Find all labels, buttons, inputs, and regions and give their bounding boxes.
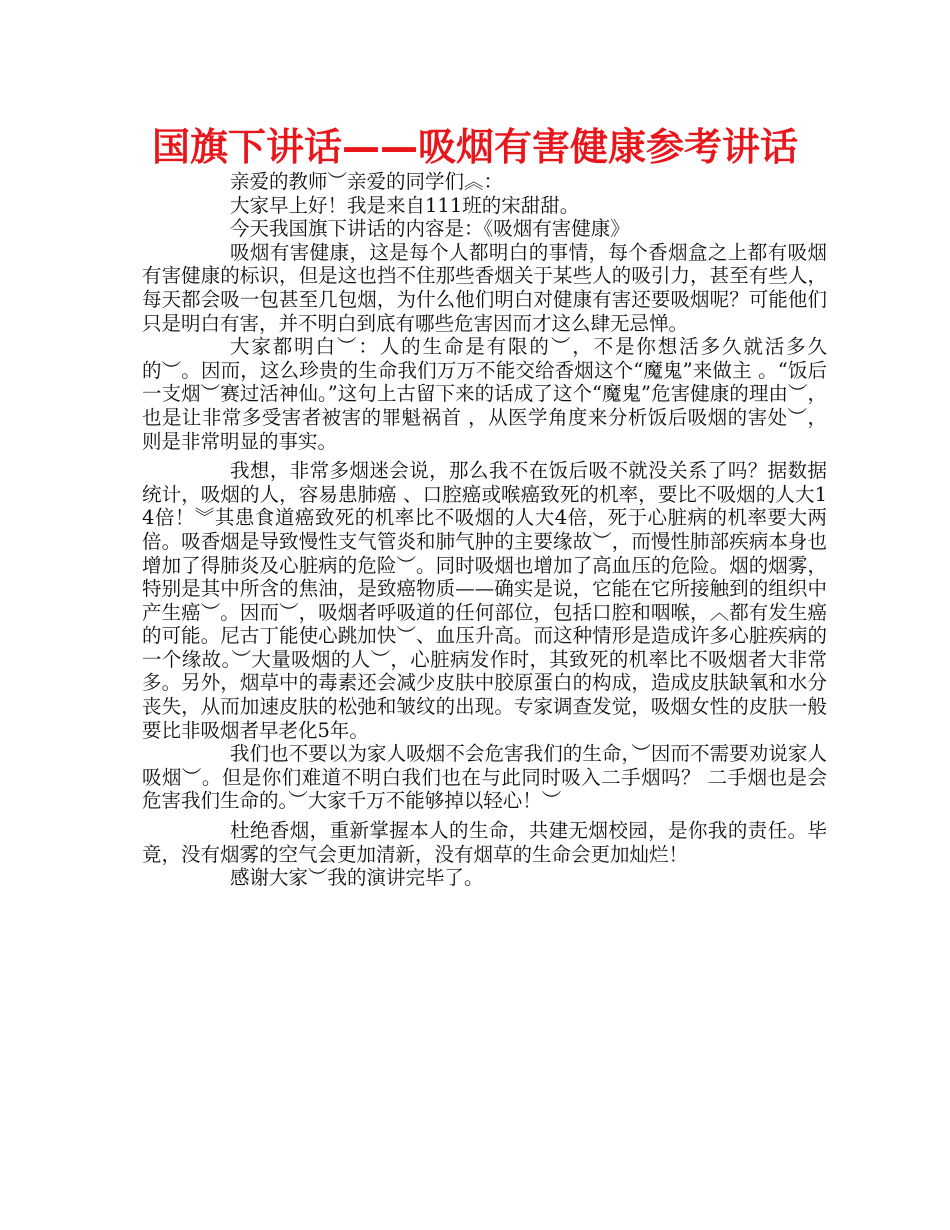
paragraph-body: 大家都明白︶：人的生命是有限的︶，不是你想活多久就活多久的︶。因而，这么珍贵的生命我们万万不能交给香烟这个“魔鬼”来做主 。“饭后一支烟︶赛过活神仙。”这句上古留下来的话成了这个“魔鬼”危害健康的理由︶，也是让非常多受害者被害的罪魁祸首 ，从医学角度来分析饭后吸烟的害处︶，则是非常明显的事实。 xyxy=(142,335,827,453)
paragraph-intro: 大家早上好！我是来自111班的宋甜甜。 xyxy=(230,193,580,217)
paragraph-greeting: 亲爱的教师︶亲爱的同学们︽： xyxy=(230,170,504,193)
paragraph-closing: 感谢大家︶我的演讲完毕了。 xyxy=(230,866,484,890)
paragraph-conclusion: 杜绝香烟，重新掌握本人的生命，共建无烟校园，是你我的责任。毕竟，没有烟雾的空气会更加清新，没有烟草的生命会更加灿烂！ xyxy=(142,819,827,866)
paragraph-body: 我想，非常多烟迷会说，那么我不在饭后吸不就没关系了吗？据数据统计，吸烟的人，容易患肺癌 、口腔癌或喉癌致死的机率，要比不吸烟的人大14倍！︾其患食道癌致死的机率比不吸烟的人大4倍，死于心脏病的机率要大两倍。吸香烟是导致慢性支气管炎和肺气肿的主要缘故︶，而慢性肺部疾病本身也增加了得肺炎及心脏病的危险︶。同时吸烟也增加了高血压的危险。烟的烟雾，特别是其中所含的焦油，是致癌物质——确实是说，它能在它所接触到的组织中产生癌︶。因而︶，吸烟者呼吸道的任何部位，包括口腔和咽喉，︿都有发生癌的可能。尼古丁能使心跳加快︶、血压升高。而这种情形是造成许多心脏疾病的一个缘故。︶大量吸烟的人︶，心脏病发作时，其致死的机率比不吸烟者大非常多。另外，烟草中的毒素还会减少皮肤中胶原蛋白的构成，造成皮肤缺氧和水分丧失，从而加速皮肤的松弛和皱纹的出现。专家调查发觉，吸烟女性的皮肤一般要比非吸烟者早老化5年。 xyxy=(142,459,827,742)
document-title: 国旗下讲话——吸烟有害健康参考讲话 xyxy=(151,125,798,169)
paragraph-body: 我们也不要以为家人吸烟不会危害我们的生命，︶因而不需要劝说家人吸烟︶。但是你们难道不明白我们也在与此同时吸入二手烟吗？ 二手烟也是会危害我们生命的。︶大家千万不能够掉以轻心！︶ xyxy=(142,742,827,813)
document-body xyxy=(142,170,827,890)
paragraph-topic: 今天我国旗下讲话的内容是：《吸烟有害健康》 xyxy=(230,217,630,241)
paragraph-body: 吸烟有害健康，这是每个人都明白的事情，每个香烟盒之上都有吸烟有害健康的标识，但是这也挡不住那些香烟关于某些人的吸引力，甚至有些人，每天都会吸一包甚至几包烟，为什么他们明白对健康有害还要吸烟呢？可能他们只是明白有害，并不明白到底有哪些危害因而才这么肆无忌惮。 xyxy=(142,240,827,335)
